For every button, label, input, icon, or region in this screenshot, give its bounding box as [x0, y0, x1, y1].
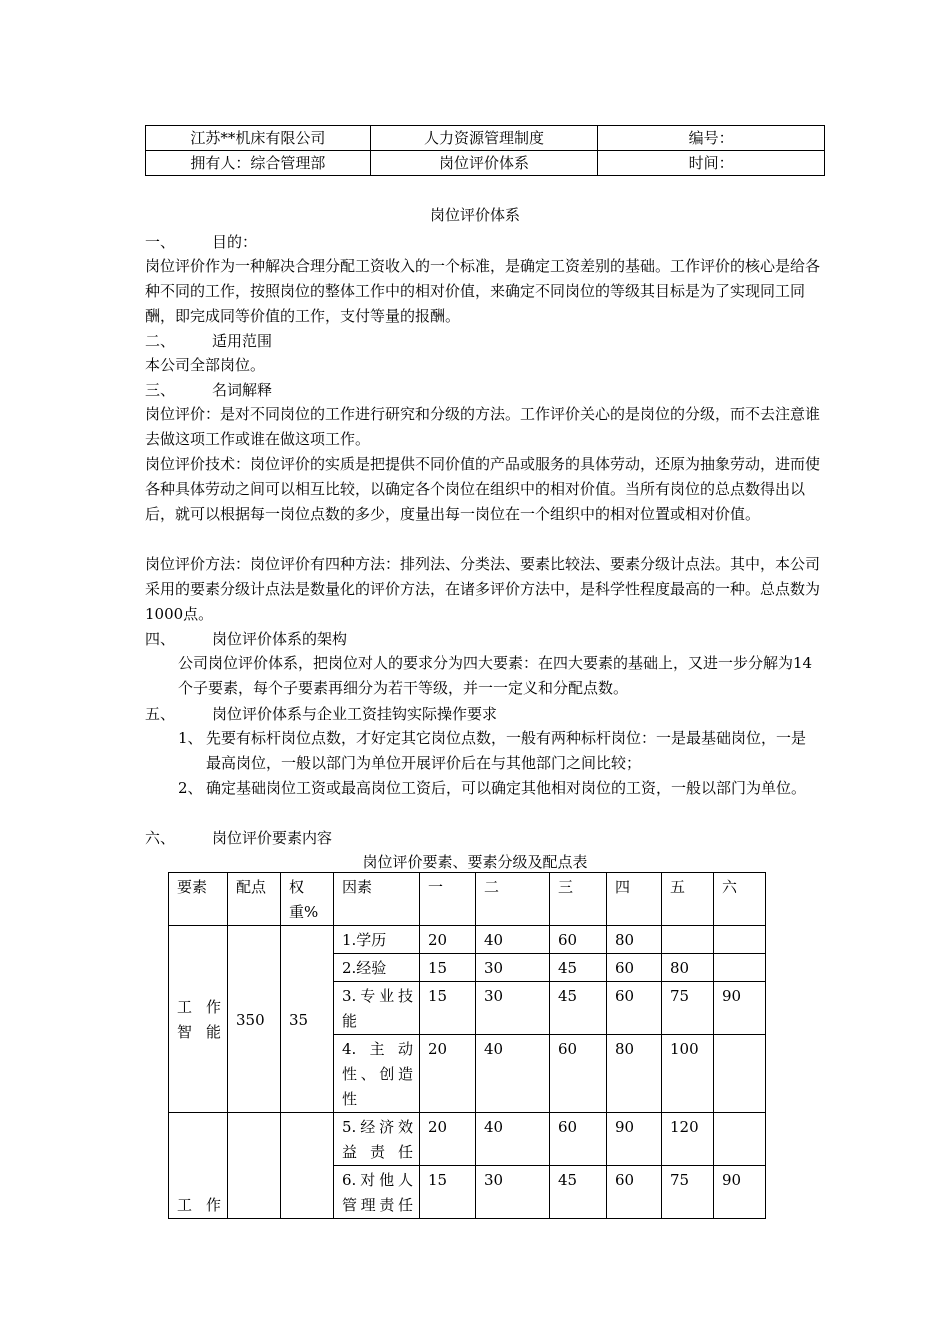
grade-cell — [662, 926, 714, 954]
header-cell: 二 — [476, 873, 550, 926]
grade-cell: 75 — [662, 1166, 714, 1219]
grade-cell: 60 — [607, 954, 662, 982]
grade-cell: 80 — [607, 1035, 662, 1113]
grade-cell: 75 — [662, 982, 714, 1035]
header-cell: 三 — [550, 873, 607, 926]
grade-cell — [714, 954, 766, 982]
grade-cell: 40 — [476, 1035, 550, 1113]
grade-cell: 60 — [550, 1035, 607, 1113]
grade-cell: 90 — [607, 1113, 662, 1166]
date-label: 时间： — [598, 151, 825, 176]
grade-cell — [714, 1035, 766, 1113]
grade-cell: 30 — [476, 1166, 550, 1219]
owner-label: 拥有人：综合管理部 — [146, 151, 371, 176]
section-heading-3: 三、 名词解释 — [145, 381, 273, 399]
grade-cell: 15 — [420, 982, 476, 1035]
subfactor-cell: 1.学历 — [334, 926, 420, 954]
section-heading-1: 一、 目的： — [145, 233, 258, 251]
grade-cell: 15 — [420, 954, 476, 982]
paragraph-scope: 本公司全部岗位。 — [145, 356, 266, 374]
grade-cell: 45 — [550, 982, 607, 1035]
paragraph-definition-2: 岗位评价技术：岗位评价的实质是把提供不同价值的产品或服务的具体劳动，还原为抽象劳动，进而使各种具体劳动之间可以相互比较，以确定各个岗位在组织中的相对价值。当所有岗位的总点数得出以后，就可以根据每一岗位点数的多少，度量出每一岗位在一个组织中的相对位置或相对价值。 — [145, 455, 821, 523]
grade-cell — [714, 926, 766, 954]
header-cell: 五 — [662, 873, 714, 926]
list-item-2: 2、 确定基础岗位工资或最高岗位工资后，可以确定其他相对岗位的工资，一般以部门为单位。 — [178, 779, 807, 797]
grade-cell: 20 — [420, 1113, 476, 1166]
table-header-row — [169, 873, 766, 926]
doc-number-label: 编号： — [598, 126, 825, 151]
section-heading-4: 四、 岗位评价体系的架构 — [145, 630, 348, 648]
header-cell: 权重% — [281, 873, 334, 926]
header-cell: 一 — [420, 873, 476, 926]
evaluation-table — [168, 872, 766, 1219]
grade-cell: 30 — [476, 954, 550, 982]
subfactor-cell: 5.经济效益责任 — [334, 1113, 420, 1166]
weight-cell: 35 — [281, 926, 334, 1113]
grade-cell: 100 — [662, 1035, 714, 1113]
weight-cell — [281, 1113, 334, 1219]
table-title: 岗位评价要素、要素分级及配点表 — [362, 853, 588, 871]
section-heading-6: 六、 岗位评价要素内容 — [145, 829, 333, 847]
header-cell: 配点 — [228, 873, 281, 926]
grade-cell: 60 — [550, 1113, 607, 1166]
policy-name: 人力资源管理制度 — [370, 126, 598, 151]
grade-cell — [714, 1113, 766, 1166]
grade-cell: 80 — [662, 954, 714, 982]
paragraph-architecture: 公司岗位评价体系，把岗位对人的要求分为四大要素：在四大要素的基础上，又进一步分解为14个子要素，每个子要素再细分为若干等级，并一一定义和分配点数。 — [178, 654, 813, 697]
grade-cell: 20 — [420, 926, 476, 954]
grade-cell: 30 — [476, 982, 550, 1035]
grade-cell: 60 — [550, 926, 607, 954]
list-item-1: 1、 先要有标杆岗位点数，才好定其它岗位点数，一般有两种标杆岗位：一是最基础岗位，一是最高岗位，一般以部门为单位开展评价后在与其他部门之间比较； — [178, 729, 807, 772]
header-cell: 因素 — [334, 873, 420, 926]
header-cell: 要素 — [169, 873, 228, 926]
points-cell — [228, 1113, 281, 1219]
grade-cell: 15 — [420, 1166, 476, 1219]
grade-cell: 45 — [550, 954, 607, 982]
grade-cell: 60 — [607, 1166, 662, 1219]
paragraph-definition-3: 岗位评价方法：岗位评价有四种方法：排列法、分类法、要素比较法、要素分级计点法。其中，本公司采用的要素分级计点法是数量化的评价方法，在诸多评价方法中，是科学性程度最高的一种。总点数为1000点。 — [145, 555, 821, 623]
subfactor-cell: 4.主动性、创造性 — [334, 1035, 420, 1113]
grade-cell: 120 — [662, 1113, 714, 1166]
table-row — [169, 926, 766, 954]
company-name: 江苏**机床有限公司 — [146, 126, 371, 151]
grade-cell: 90 — [714, 1166, 766, 1219]
subfactor-cell: 6.对他人管理责任 — [334, 1166, 420, 1219]
factor-group-cell: 工 作 — [169, 1113, 228, 1219]
section-heading-5: 五、 岗位评价体系与企业工资挂钩实际操作要求 — [145, 705, 498, 723]
table-row — [169, 1113, 766, 1166]
grade-cell: 60 — [607, 982, 662, 1035]
grade-cell: 40 — [476, 926, 550, 954]
points-cell: 350 — [228, 926, 281, 1113]
subfactor-cell: 3.专业技能 — [334, 982, 420, 1035]
paragraph-purpose: 岗位评价作为一种解决合理分配工资收入的一个标准，是确定工资差别的基础。工作评价的核心是给各种不同的工作，按照岗位的整体工作中的相对价值，来确定不同岗位的等级其目标是为了实现同工同酬，即完成同等价值的工作，支付等量的报酬。 — [145, 257, 821, 325]
paragraph-definition-1: 岗位评价：是对不同岗位的工作进行研究和分级的方法。工作评价关心的是岗位的分级，而不去注意谁去做这项工作或谁在做这项工作。 — [145, 405, 821, 448]
grade-cell: 20 — [420, 1035, 476, 1113]
header-table — [145, 125, 825, 176]
grade-cell: 45 — [550, 1166, 607, 1219]
document-title: 岗位评价体系 — [429, 206, 520, 224]
section-heading-2: 二、 适用范围 — [145, 332, 273, 350]
doc-subject: 岗位评价体系 — [370, 151, 598, 176]
grade-cell: 80 — [607, 926, 662, 954]
header-cell: 六 — [714, 873, 766, 926]
subfactor-cell: 2.经验 — [334, 954, 420, 982]
header-cell: 四 — [607, 873, 662, 926]
grade-cell: 90 — [714, 982, 766, 1035]
factor-group-cell: 工 作 智能 — [169, 926, 228, 1113]
grade-cell: 40 — [476, 1113, 550, 1166]
